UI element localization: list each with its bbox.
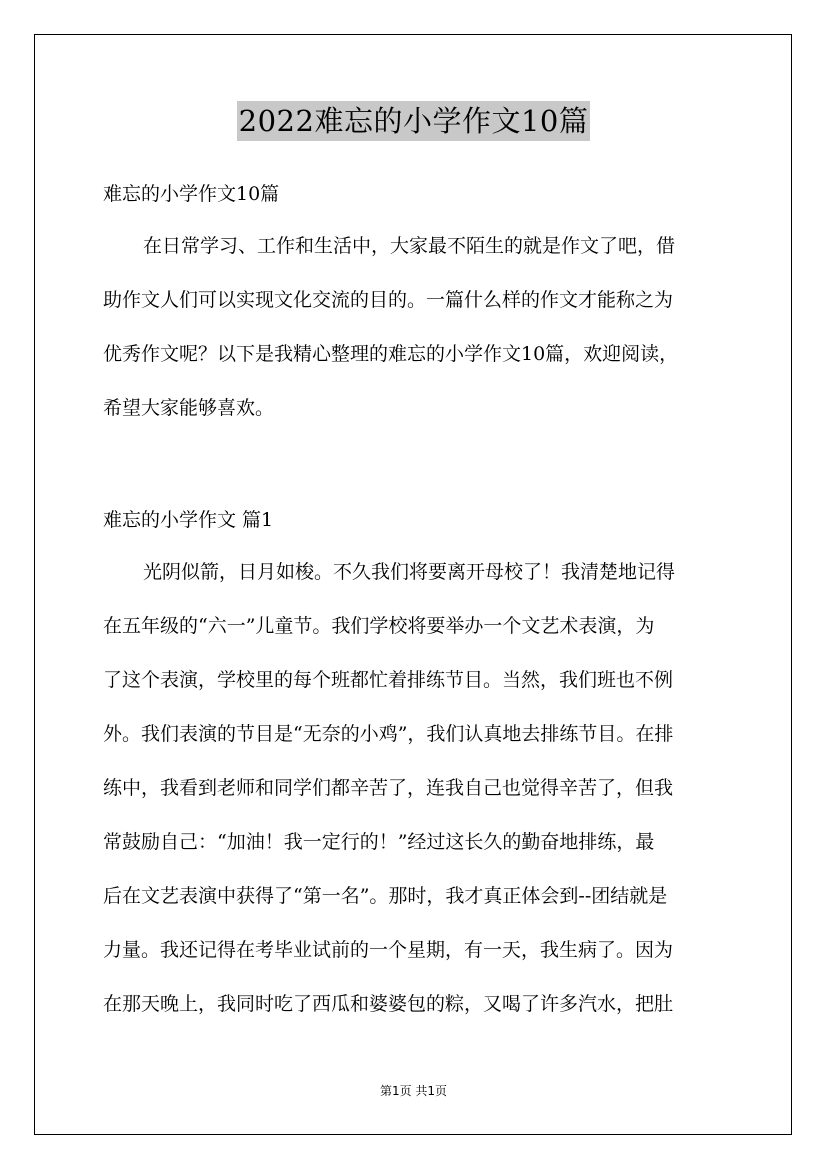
section-line: 了这个表演，学校里的每个班都忙着排练节目。当然，我们班也不例 [103,669,674,691]
intro-line: 希望大家能够喜欢。 [103,397,275,419]
intro-line: 优秀作文呢？以下是我精心整理的难忘的小学作文10篇，欢迎阅读， [103,343,679,365]
section-line: 在五年级的“六一”儿童节。我们学校将要举办一个文艺术表演，为 [103,615,655,637]
section-line: 光阴似箭，日月如梭。不久我们将要离开母校了！我清楚地记得 [143,561,676,583]
document-title-container [0,101,827,141]
document-subtitle: 难忘的小学作文10篇 [103,183,280,205]
section-line: 力量。我还记得在考毕业试前的一个星期，有一天，我生病了。因为 [103,939,674,961]
section-line: 常鼓励自己：“加油！我一定行的！”经过这长久的勤奋地排练，最 [103,831,655,853]
intro-paragraph [103,219,728,435]
section-line: 在那天晚上，我同时吃了西瓜和婆婆包的粽，又喝了许多汽水，把肚 [103,993,674,1015]
section-paragraph [103,545,728,1031]
section-line: 后在文艺表演中获得了“第一名”。那时，我才真正体会到--团结就是 [103,885,668,907]
section-heading: 难忘的小学作文 篇1 [103,509,274,531]
intro-line: 助作文人们可以实现文化交流的目的。一篇什么样的作文才能称之为 [103,289,674,311]
section-line: 练中，我看到老师和同学们都辛苦了，连我自己也觉得辛苦了，但我 [103,777,674,799]
intro-line: 在日常学习、工作和生活中，大家最不陌生的就是作文了吧，借 [143,235,676,257]
section-line: 外。我们表演的节目是“无奈的小鸡”，我们认真地去排练节目。在排 [103,723,674,745]
page-footer: 第1页 共1页 [379,1084,448,1098]
document-title: 2022难忘的小学作文10篇 [237,101,591,141]
